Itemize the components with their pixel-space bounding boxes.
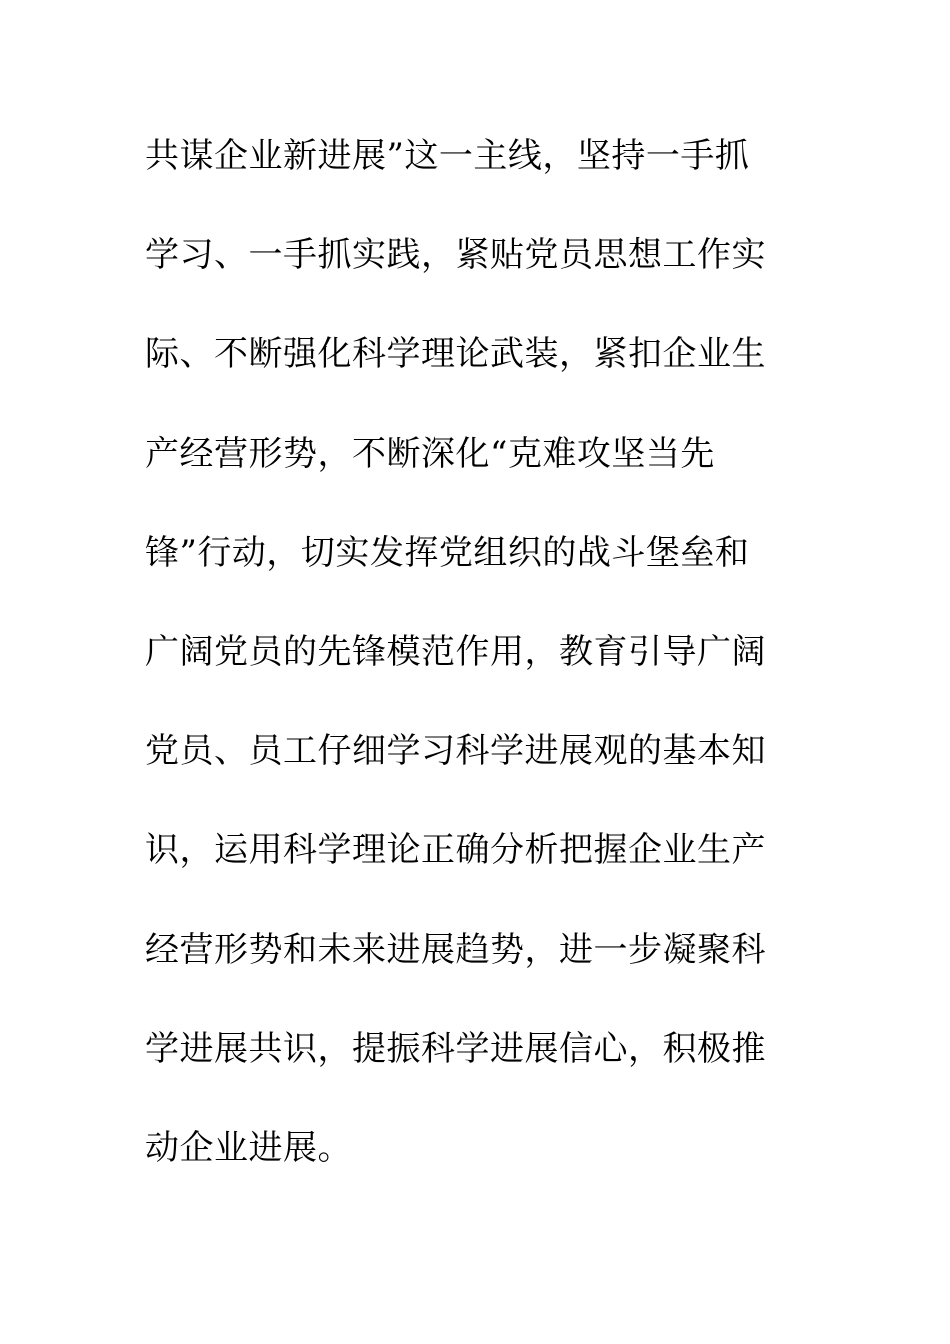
text-line-7: 党员、员工仔细学习科学进展观的基本知 <box>145 731 766 772</box>
text-line-11: 动企业进展。 <box>145 1127 352 1168</box>
text-line-8: 识，运用科学理论正确分析把握企业生产 <box>145 830 766 871</box>
text-line-10: 学进展共识，提振科学进展信心，积极推 <box>145 1028 766 1069</box>
text-line-6: 广阔党员的先锋模范作用，教育引导广阔 <box>145 631 766 672</box>
text-line-3: 际、不断强化科学理论武装，紧扣企业生 <box>145 334 766 375</box>
text-line-4: 产经营形势，不断深化“克难攻坚当先 <box>145 433 715 474</box>
text-line-1: 共谋企业新进展”这一主线，坚持一手抓 <box>145 136 750 176</box>
body-paragraph <box>145 124 805 1215</box>
text-line-9: 经营形势和未来进展趋势，进一步凝聚科 <box>145 929 766 970</box>
text-line-5: 锋”行动，切实发挥党组织的战斗堡垒和 <box>145 532 750 573</box>
text-line-2: 学习、一手抓实践，紧贴党员思想工作实 <box>145 235 766 276</box>
